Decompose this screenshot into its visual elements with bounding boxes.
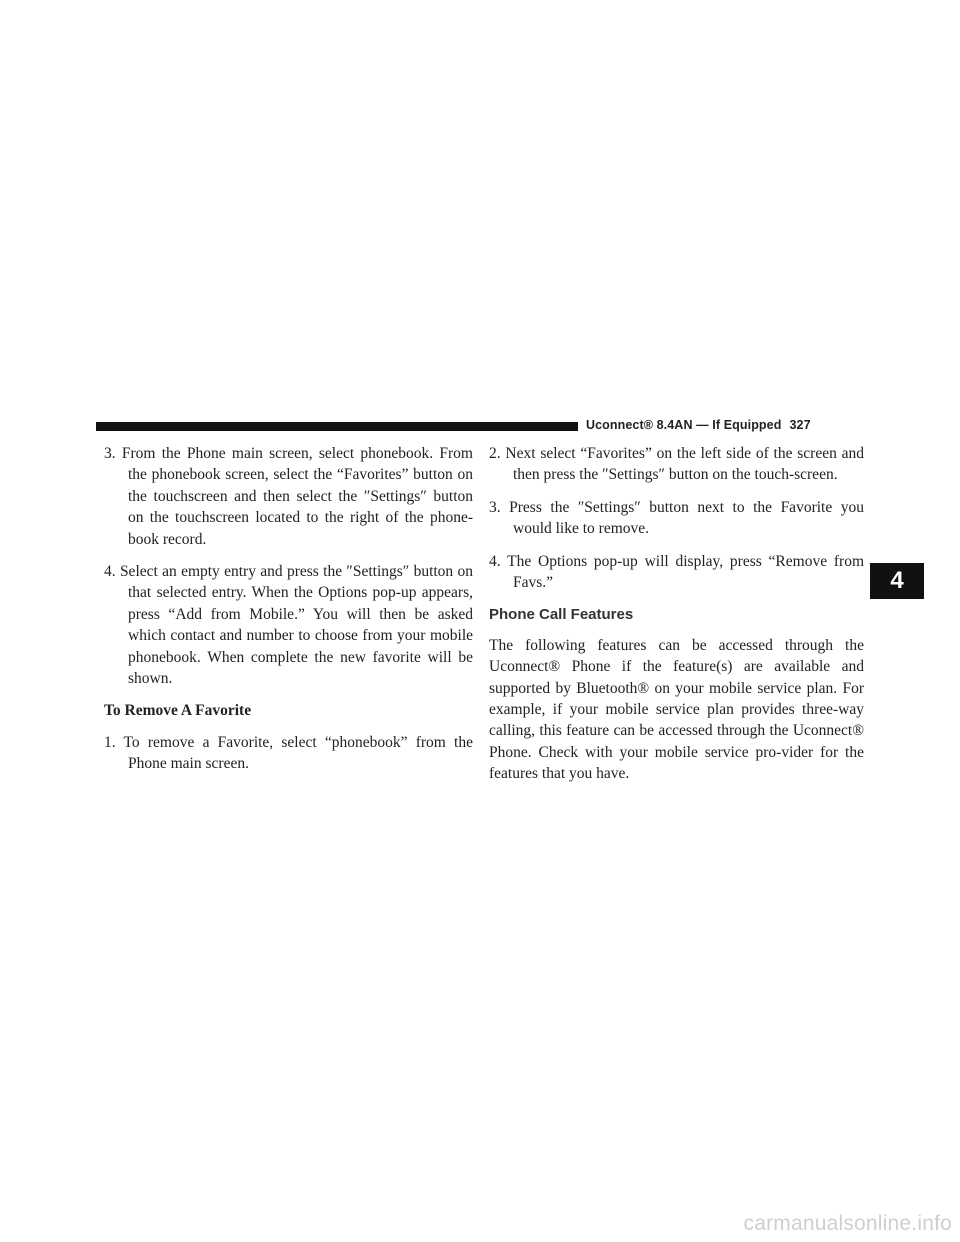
header-title: Uconnect® 8.4AN — If Equipped (586, 418, 782, 432)
list-item: 4. Select an empty entry and press the ″Settings″ button on that selected entry. When the Options pop-up appears, press “Add from Mobile.” You will then be asked which contact and number to choose from your mobile phonebook. When complete the new favorite will be shown. (104, 563, 473, 688)
list-item: 1. To remove a Favorite, select “phonebook” from the Phone main screen. (104, 733, 473, 773)
header-rule (96, 422, 578, 431)
subheading-remove-favorite: To Remove A Favorite (104, 702, 252, 720)
left-column (104, 443, 473, 786)
right-column (489, 443, 864, 785)
list-item: 2. Next select “Favorites” on the left side of the screen and then press the ″Settings″ button on the touch-screen. (489, 445, 864, 484)
list-item: 3. From the Phone main screen, select phonebook. From the phonebook screen, select the “Favorites” button on the touchscreen and then select the ″Settings″ button on the touchscreen located to the right of the phone-book record. (104, 445, 473, 548)
body-paragraph: The following features can be accessed through the Uconnect® Phone if the feature(s) are available and supported by Bluetooth® on your mobile service plan. For example, if your mobile service plan provides three-way calling, this feature can be accessed through the Uconnect® Phone. Check with your mobile service pro-vider for the features that you have. (489, 636, 864, 783)
list-item: 3. Press the ″Settings″ button next to the Favorite you would like to remove. (489, 498, 864, 538)
page-number: 327 (789, 418, 811, 432)
running-header (586, 418, 811, 432)
section-heading-phone-call-features: Phone Call Features (489, 606, 634, 624)
chapter-tab: 4 (870, 563, 924, 599)
watermark-text: carmanualsonline.info (743, 1212, 952, 1235)
list-item: 4. The Options pop-up will display, press “Remove from Favs.” (489, 552, 864, 592)
